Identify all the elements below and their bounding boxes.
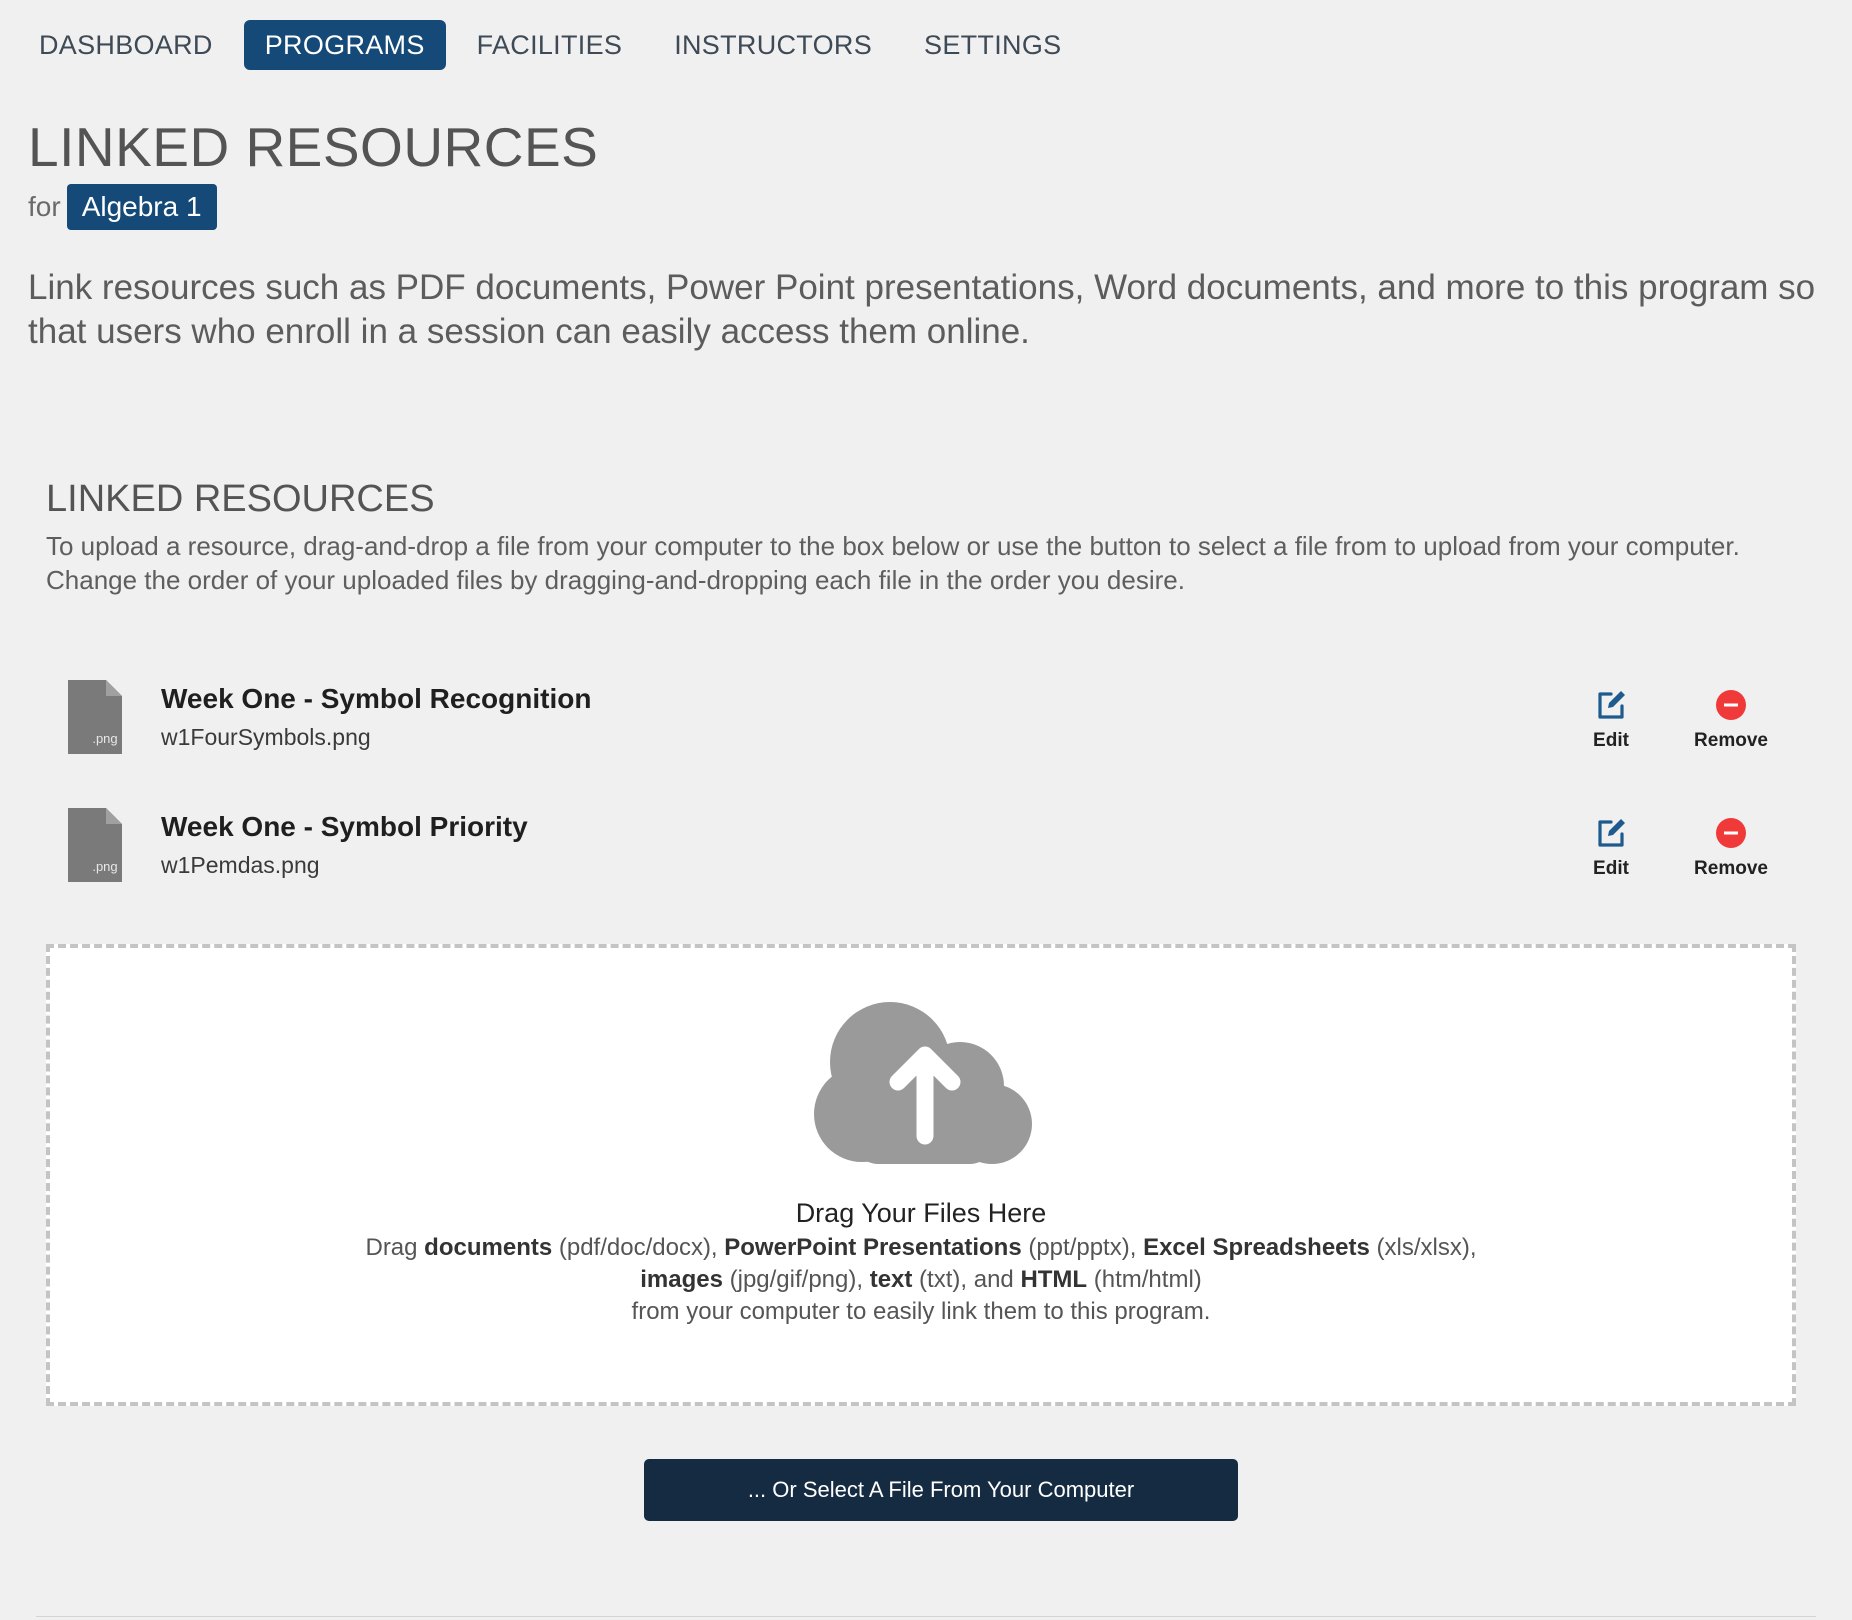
png-file-icon bbox=[68, 808, 122, 882]
footer-divider bbox=[36, 1616, 1816, 1617]
nav-tab-instructors[interactable]: INSTRUCTORS bbox=[674, 30, 873, 60]
remove-label: Remove bbox=[1694, 730, 1768, 751]
nav-tab-settings[interactable]: SETTINGS bbox=[924, 30, 1062, 60]
top-nav bbox=[18, 20, 1082, 70]
section-description: To upload a resource, drag-and-drop a file from your computer to the box below or use the button to select a file from to upload from your computer. Change the order of your uploaded files by dragging-and-dropping each file in the order you desire. bbox=[46, 531, 1740, 595]
png-file-icon bbox=[68, 680, 122, 754]
program-context bbox=[28, 184, 217, 230]
remove-icon bbox=[1714, 688, 1748, 722]
file-ext-label: .png bbox=[92, 731, 118, 746]
remove-icon bbox=[1714, 816, 1748, 850]
resource-filename: w1Pemdas.png bbox=[161, 852, 320, 878]
nav-tab-dashboard[interactable]: DASHBOARD bbox=[39, 30, 213, 60]
cloud-upload-icon bbox=[810, 1000, 1040, 1164]
section-title: LINKED RESOURCES bbox=[46, 478, 435, 520]
resource-filename: w1FourSymbols.png bbox=[161, 724, 371, 750]
dropzone-instructions-line-3: from your computer to easily link them to this program. bbox=[631, 1298, 1211, 1325]
edit-label: Edit bbox=[1593, 730, 1629, 751]
edit-button[interactable] bbox=[1556, 816, 1666, 880]
edit-label: Edit bbox=[1593, 858, 1629, 879]
resource-title: Week One - Symbol Recognition bbox=[161, 683, 592, 714]
file-ext-label: .png bbox=[92, 859, 118, 874]
for-label: for bbox=[28, 191, 61, 222]
remove-button[interactable] bbox=[1676, 688, 1786, 752]
program-badge[interactable]: Algebra 1 bbox=[67, 184, 217, 230]
dropzone-instructions-line-1: Drag documents (pdf/doc/docx), PowerPoint Presentations (ppt/pptx), Excel Spreadsheets (xls/xlsx), bbox=[365, 1234, 1477, 1261]
dropzone-title: Drag Your Files Here bbox=[795, 1198, 1047, 1228]
intro-text: Link resources such as PDF documents, Power Point presentations, Word documents, and more to this program so that users who enroll in a session can easily access them online. bbox=[28, 268, 1816, 351]
resource-row[interactable] bbox=[46, 796, 1806, 896]
resource-title: Week One - Symbol Priority bbox=[161, 811, 528, 842]
edit-icon bbox=[1594, 688, 1628, 722]
file-dropzone[interactable] bbox=[46, 944, 1796, 1406]
dropzone-instructions-line-2: images (jpg/gif/png), text (txt), and HTML (htm/html) bbox=[640, 1266, 1202, 1293]
page-title: LINKED RESOURCES bbox=[28, 116, 599, 178]
nav-tab-facilities[interactable]: FACILITIES bbox=[476, 30, 623, 60]
remove-button[interactable] bbox=[1676, 816, 1786, 880]
resource-row[interactable] bbox=[46, 668, 1806, 768]
select-file-button[interactable]: ... Or Select A File From Your Computer bbox=[644, 1459, 1238, 1521]
edit-icon bbox=[1594, 816, 1628, 850]
remove-label: Remove bbox=[1694, 858, 1768, 879]
edit-button[interactable] bbox=[1556, 688, 1666, 752]
nav-tab-programs[interactable]: PROGRAMS bbox=[244, 20, 446, 70]
